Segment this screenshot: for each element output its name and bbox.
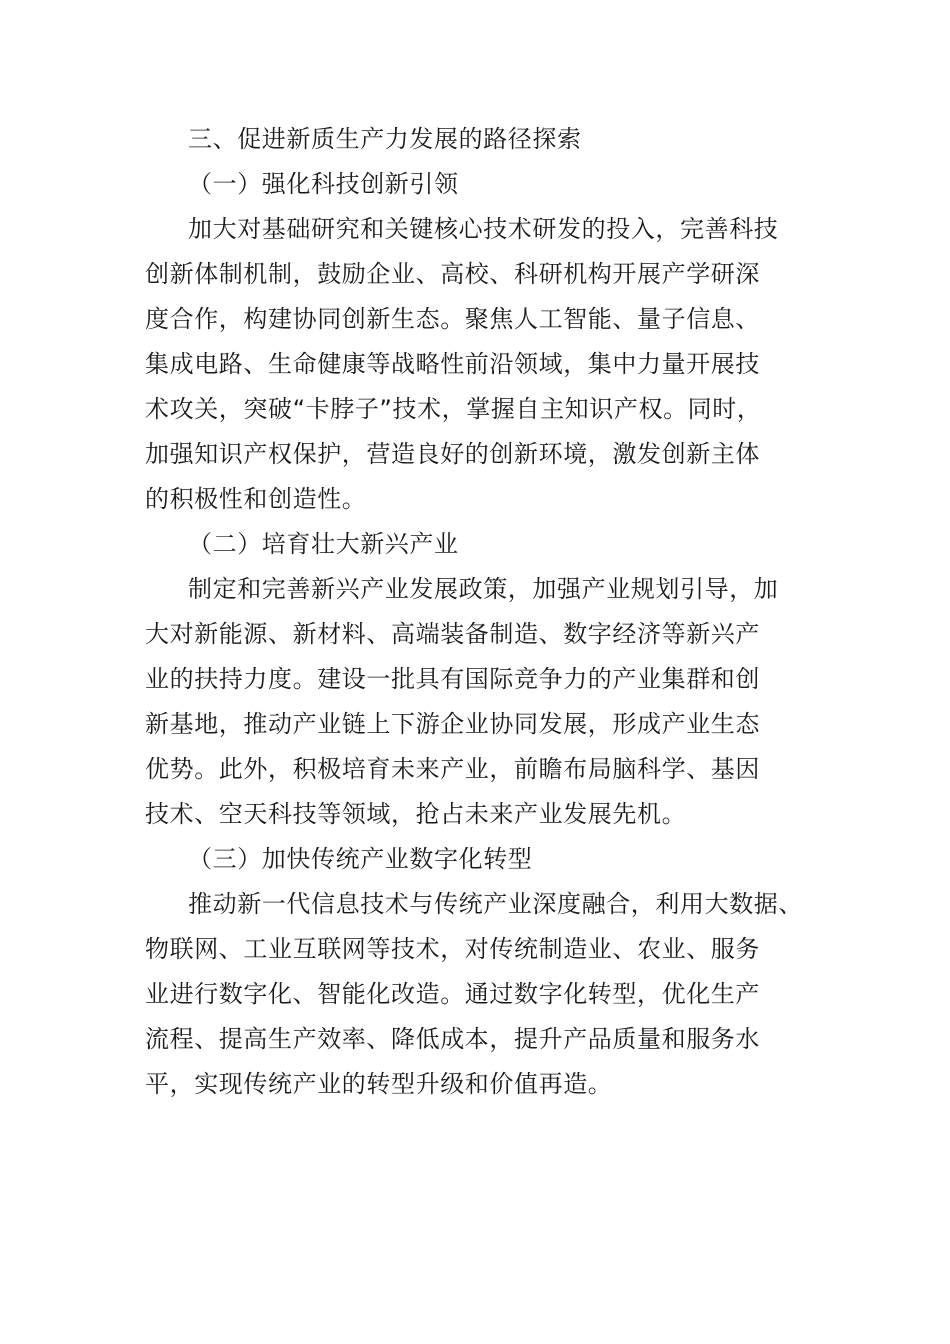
- paragraph-1-line-2: 创新体制机制，鼓励企业、高校、科研机构开展产学研深: [145, 260, 760, 288]
- subheading-2: （二）培育壮大新兴产业: [188, 530, 459, 558]
- section-heading: 三、促进新质生产力发展的路径探索: [188, 125, 582, 153]
- subheading-3: （三）加快传统产业数字化转型: [188, 845, 533, 873]
- paragraph-3-line-3: 业进行数字化、智能化改造。通过数字化转型，优化生产: [145, 980, 760, 1008]
- subheading-1: （一）强化科技创新引领: [188, 170, 459, 198]
- paragraph-2-line-1: 制定和完善新兴产业发展政策，加强产业规划引导，加: [188, 575, 779, 603]
- paragraph-1-line-6: 加强知识产权保护，营造良好的创新环境，激发创新主体: [145, 440, 760, 468]
- paragraph-2-line-6: 技术、空天科技等领域，抢占未来产业发展先机。: [145, 800, 687, 828]
- paragraph-3-line-4: 流程、提高生产效率、降低成本，提升产品质量和服务水: [145, 1025, 760, 1053]
- paragraph-1-line-7: 的积极性和创造性。: [145, 485, 367, 513]
- paragraph-2-line-4: 新基地，推动产业链上下游企业协同发展，形成产业生态: [145, 710, 760, 738]
- paragraph-3-line-2: 物联网、工业互联网等技术，对传统制造业、农业、服务: [145, 935, 760, 963]
- paragraph-1-line-1: 加大对基础研究和关键核心技术研发的投入，完善科技: [188, 215, 779, 243]
- paragraph-1-line-4: 集成电路、生命健康等战略性前沿领域，集中力量开展技: [145, 350, 760, 378]
- paragraph-1-line-3: 度合作，构建协同创新生态。聚焦人工智能、量子信息、: [145, 305, 760, 333]
- paragraph-2-line-3: 业的扶持力度。建设一批具有国际竞争力的产业集群和创: [145, 665, 760, 693]
- paragraph-2-line-5: 优势。此外，积极培育未来产业，前瞻布局脑科学、基因: [145, 755, 760, 783]
- paragraph-2-line-2: 大对新能源、新材料、高端装备制造、数字经济等新兴产: [145, 620, 760, 648]
- paragraph-3-line-5: 平，实现传统产业的转型升级和价值再造。: [145, 1070, 613, 1098]
- paragraph-3-line-1: 推动新一代信息技术与传统产业深度融合，利用大数据、: [188, 890, 803, 918]
- paragraph-1-line-5: 术攻关，突破“卡脖子”技术，掌握自主知识产权。同时，: [145, 395, 762, 423]
